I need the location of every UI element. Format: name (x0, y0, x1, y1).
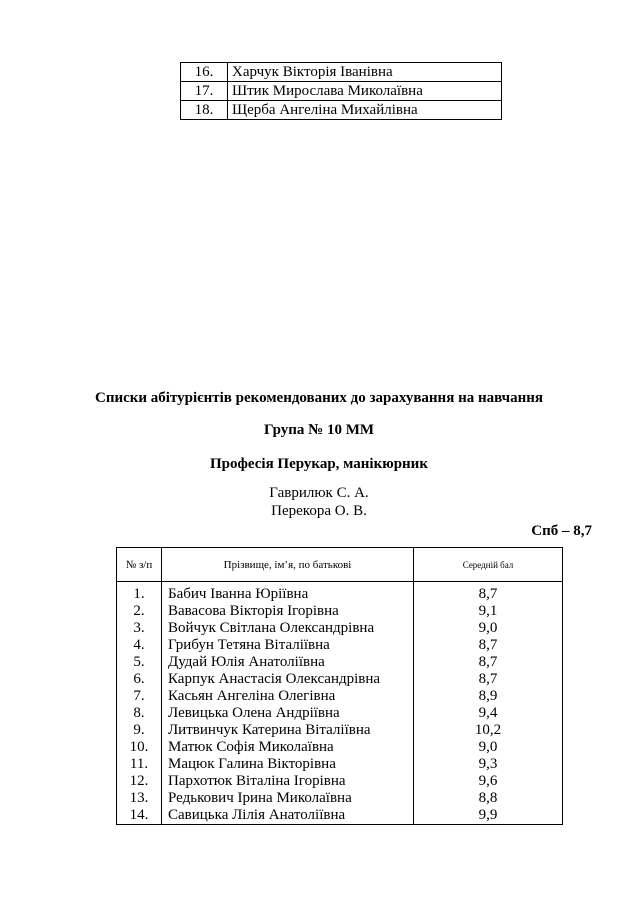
row-name: Карпук Анастасія Олександрівна (162, 671, 414, 688)
group-title: Група № 10 ММ (263, 422, 375, 438)
table-row (117, 620, 563, 637)
table-row (181, 82, 502, 101)
row-name: Мацюк Галина Вікторівна (162, 756, 414, 773)
continued-list-table (180, 62, 502, 120)
list-title: Списки абітурієнтів рекомендованих до зарахування на навчання (94, 390, 543, 406)
row-number: 16. (181, 63, 228, 82)
header-score: Середній бал (414, 548, 563, 582)
curator-2: Перекора О. В. (271, 503, 367, 519)
row-score: 8,7 (414, 582, 563, 604)
table-header-row (117, 548, 563, 582)
table-row (117, 654, 563, 671)
row-score: 9,6 (414, 773, 563, 790)
row-score: 10,2 (414, 722, 563, 739)
row-name: Войчук Світлана Олександрівна (162, 620, 414, 637)
row-number: 2. (117, 603, 162, 620)
row-name: Касьян Ангеліна Олегівна (162, 688, 414, 705)
row-score: 9,0 (414, 739, 563, 756)
table-row (117, 739, 563, 756)
table-row (117, 603, 563, 620)
row-score: 9,9 (414, 807, 563, 825)
curator-1: Гаврилюк С. А. (269, 485, 369, 501)
table-row (117, 637, 563, 654)
table-row (117, 756, 563, 773)
row-name: Грибун Тетяна Віталіївна (162, 637, 414, 654)
row-number: 13. (117, 790, 162, 807)
row-score: 9,1 (414, 603, 563, 620)
row-score: 8,8 (414, 790, 563, 807)
row-number: 1. (117, 582, 162, 604)
row-score: 9,4 (414, 705, 563, 722)
row-number: 5. (117, 654, 162, 671)
row-name: Матюк Софія Миколаївна (162, 739, 414, 756)
row-number: 8. (117, 705, 162, 722)
table-row (117, 688, 563, 705)
header-name: Прізвище, ім’я, по батькові (162, 548, 414, 582)
row-name: Левицька Олена Андріївна (162, 705, 414, 722)
row-score: 8,7 (414, 637, 563, 654)
row-name: Вавасова Вікторія Ігорівна (162, 603, 414, 620)
table-row (117, 773, 563, 790)
table-row (117, 705, 563, 722)
header-num: № з/п (117, 548, 162, 582)
row-number: 3. (117, 620, 162, 637)
table-row (181, 63, 502, 82)
table-row (117, 582, 563, 604)
row-score: 8,9 (414, 688, 563, 705)
table-row (117, 790, 563, 807)
average-score-threshold: Спб – 8,7 (531, 523, 592, 539)
row-score: 8,7 (414, 654, 563, 671)
row-score: 9,0 (414, 620, 563, 637)
row-name: Дудай Юлія Анатоліївна (162, 654, 414, 671)
row-score: 9,3 (414, 756, 563, 773)
table-row (181, 101, 502, 120)
row-name: Харчук Вікторія Іванівна (228, 63, 502, 82)
row-number: 4. (117, 637, 162, 654)
row-name: Савицька Лілія Анатоліївна (162, 807, 414, 825)
row-name: Штик Мирослава Миколаївна (228, 82, 502, 101)
row-number: 12. (117, 773, 162, 790)
row-score: 8,7 (414, 671, 563, 688)
table-row (117, 807, 563, 825)
profession-title: Професія Перукар, манікюрник (210, 456, 428, 472)
row-name: Пархотюк Віталіна Ігорівна (162, 773, 414, 790)
row-number: 17. (181, 82, 228, 101)
row-name: Редькович Ірина Миколаївна (162, 790, 414, 807)
row-number: 11. (117, 756, 162, 773)
row-number: 18. (181, 101, 228, 120)
table-row (117, 671, 563, 688)
row-number: 7. (117, 688, 162, 705)
row-number: 9. (117, 722, 162, 739)
row-number: 6. (117, 671, 162, 688)
applicants-table (116, 547, 563, 825)
row-name: Щерба Ангеліна Михайлівна (228, 101, 502, 120)
row-number: 14. (117, 807, 162, 825)
row-name: Литвинчук Катерина Віталіївна (162, 722, 414, 739)
row-name: Бабич Іванна Юріївна (162, 582, 414, 604)
table-row (117, 722, 563, 739)
row-number: 10. (117, 739, 162, 756)
